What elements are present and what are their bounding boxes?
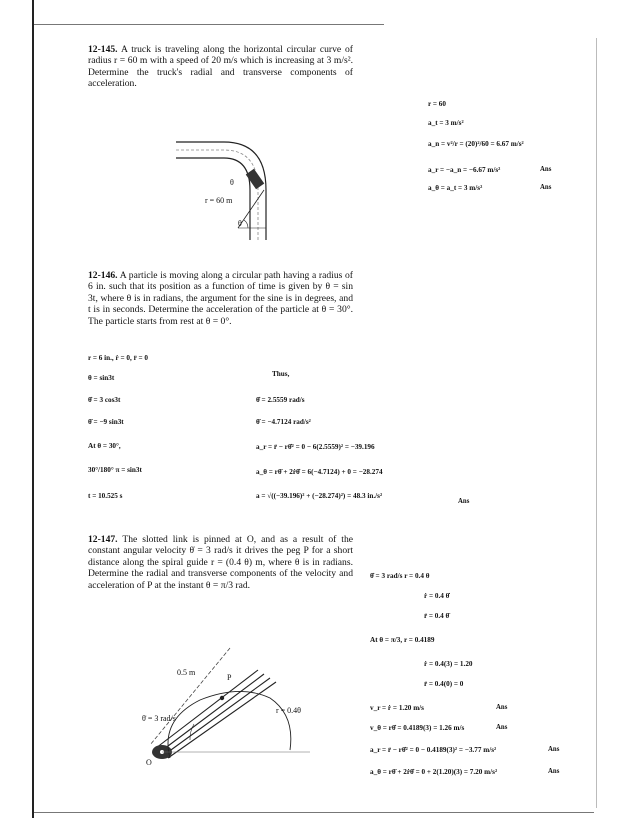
sol-146-right-5: a_θ = rθ̈ + 2ṙθ̇ = 6(−4.7124) + 0 = −28.274 <box>256 468 383 476</box>
sol-147-line-5: ṙ = 0.4(3) = 1.20 <box>424 660 473 668</box>
sol-145-line-3: a_n = v²/r = (20)²/60 = 6.67 m/s² <box>428 140 524 148</box>
sol-147-line-6: r̈ = 0.4(0) = 0 <box>424 680 464 688</box>
answer-mark: Ans <box>496 704 508 711</box>
sol-147-line-10: a_θ = rθ̈ + 2ṙθ̇ = 0 + 2(1.20)(3) = 7.20 m/s² <box>370 768 498 776</box>
sol-147-line-9: a_r = r̈ − rθ̇² = 0 − 0.4189(3)² = −3.77 m/s² <box>370 746 497 754</box>
figure-label-peg: P <box>227 673 232 682</box>
problem-12-147-statement <box>88 534 353 591</box>
sol-147-line-1: θ̇ = 3 rad/s r = 0.4 θ <box>370 572 430 580</box>
problem-12-146-statement <box>88 270 353 327</box>
sol-146-left-5: At θ = 30°, <box>88 442 121 450</box>
sol-146-left-3: θ̇ = 3 cos3t <box>88 396 121 404</box>
sol-145-line-1: r = 60 <box>428 100 446 108</box>
sol-145-line-4: a_r = −a_n = −6.67 m/s² <box>428 166 501 174</box>
answer-mark: Ans <box>496 724 508 731</box>
page-top-border <box>34 24 384 25</box>
answer-mark: Ans <box>540 184 552 191</box>
sol-146-right-4: a_r = r̈ − rθ̇² = 0 − 6(2.5559)² = −39.196 <box>256 443 375 451</box>
sol-145-line-2: a_t = 3 m/s² <box>428 119 464 127</box>
figure-label-origin: O <box>146 758 152 767</box>
sol-145-line-5: a_θ = a_t = 3 m/s² <box>428 184 483 192</box>
sol-146-right-2: θ̇ = 2.5559 rad/s <box>256 396 305 404</box>
problem-12-145-statement <box>88 44 353 90</box>
problem-number: 12-146. <box>88 270 118 281</box>
figure-label-angular-velocity: θ̇ = 3 rad/s <box>142 714 176 723</box>
sol-146-left-7: t = 10.525 s <box>88 492 123 500</box>
slotted-link-figure <box>130 640 360 770</box>
sol-146-left-2: θ = sin3t <box>88 374 115 382</box>
figure-label-radius: r = 60 m <box>205 196 233 205</box>
sol-147-line-8: v_θ = rθ̇ = 0.4189(3) = 1.26 m/s <box>370 724 465 732</box>
sol-147-line-7: v_r = ṙ = 1.20 m/s <box>370 704 424 712</box>
problem-text: A particle is moving along a circular path having a radius of 6 in. such that its position as a function of time is given by θ = sin 3t, where θ is in radians, the argument for the sine is in degrees, and t is in seconds. Determine the acceleration of the particle at θ = 30°. The particle starts from rest at θ = 0°. <box>88 270 354 327</box>
truck-curve-figure <box>176 140 326 240</box>
figure-label-theta-angle: θ <box>238 219 242 228</box>
problem-number: 12-147. <box>88 534 118 545</box>
answer-mark: Ans <box>458 498 470 505</box>
sol-147-line-3: r̈ = 0.4 θ̈ <box>424 612 450 620</box>
answer-mark: Ans <box>548 768 560 775</box>
sol-147-line-2: ṙ = 0.4 θ̇ <box>424 592 450 600</box>
sol-146-right-3: θ̈ = −4.7124 rad/s² <box>256 418 311 426</box>
figure-label-length: 0.5 m <box>177 668 196 677</box>
sol-146-right-1: Thus, <box>272 370 290 378</box>
sol-146-left-4: θ̈ = −9 sin3t <box>88 418 124 426</box>
page-bottom-border <box>34 812 594 813</box>
problem-text: A truck is traveling along the horizontal circular curve of radius r = 60 m with a speed of 20 m/s which is increasing at 3 m/s². Determine the truck's radial and transverse components of acceleration. <box>88 44 353 90</box>
page-right-border <box>596 38 597 808</box>
figure-label-spiral: r = 0.4θ <box>276 706 302 715</box>
sol-146-left-1: r = 6 in., ṙ = 0, r̈ = 0 <box>88 354 148 362</box>
answer-mark: Ans <box>548 746 560 753</box>
figure-label-theta: θ <box>230 178 234 187</box>
problem-text: The slotted link is pinned at O, and as a result of the constant angular velocity θ̇ = 3 rad/s it drives the peg P for a short distance along the spiral guide r = (0.4 θ) m, where θ is in radians. Determine the radial and transverse components of the velocity and acceleration of P at the instant θ = π/3 rad. <box>88 534 353 591</box>
sol-146-left-6: 30°/180° π = sin3t <box>88 466 142 474</box>
answer-mark: Ans <box>540 166 552 173</box>
problem-number: 12-145. <box>88 44 118 55</box>
page-left-border <box>32 0 34 818</box>
sol-147-line-4: At θ = π/3, r = 0.4189 <box>370 636 435 644</box>
sol-146-right-6: a = √((−39.196)² + (−28.274)²) = 48.3 in./s² <box>256 492 383 500</box>
